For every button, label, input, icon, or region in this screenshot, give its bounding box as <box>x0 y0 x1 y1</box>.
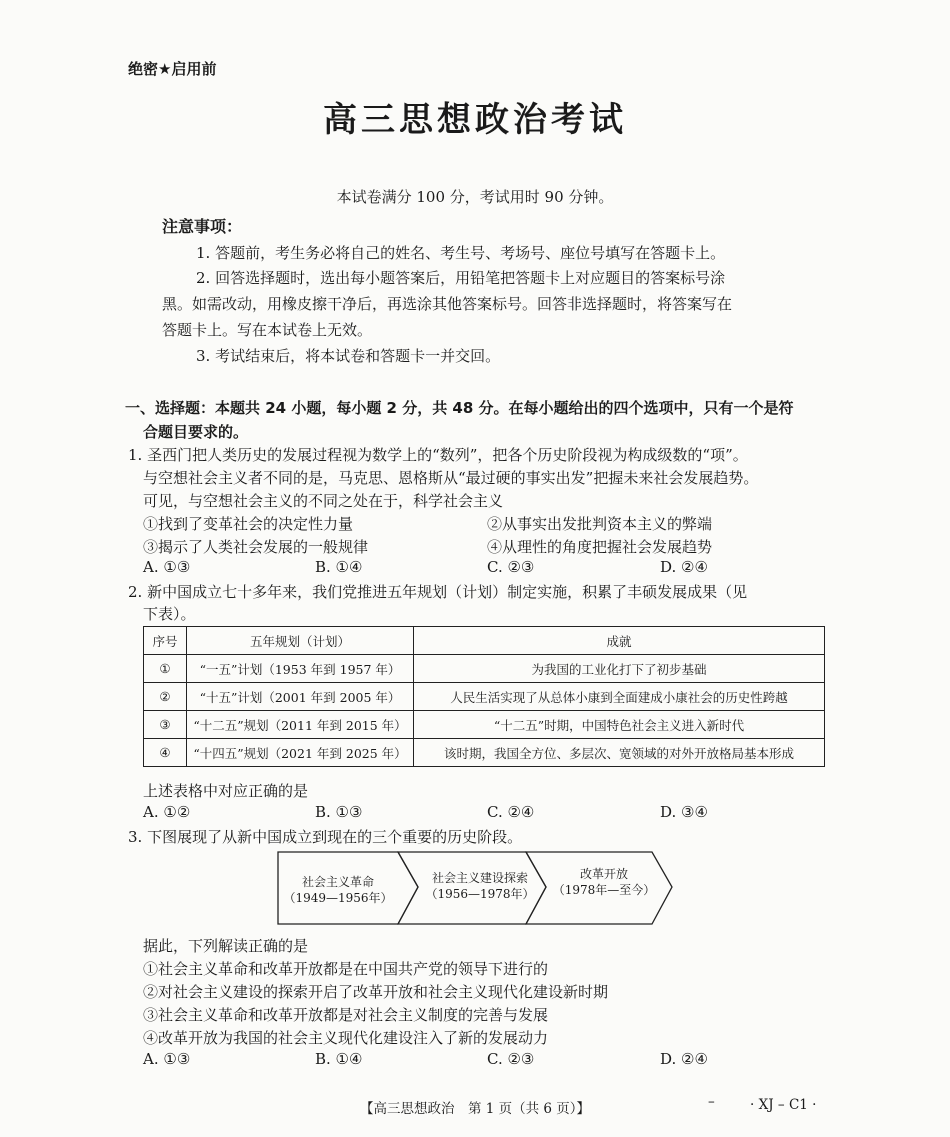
q3-option-c[interactable]: C. ②③ <box>487 1050 535 1068</box>
table-cell: 为我国的工业化打下了初步基础 <box>414 655 825 683</box>
table-cell: ④ <box>144 739 187 767</box>
table-header: 序号 <box>144 627 187 655</box>
q3-item: ②对社会主义建设的探索开启了改革开放和社会主义现代化建设新时期 <box>143 983 609 1001</box>
table-cell: ③ <box>144 711 187 739</box>
table-header: 成就 <box>414 627 825 655</box>
q2-stem-line: 2. 新中国成立七十多年来，我们党推进五年规划（计划）制定实施，积累了丰硕发展成果（见 <box>128 583 748 601</box>
stage-period: （1949—1956年） <box>283 891 393 905</box>
stage-label: 改革开放 <box>579 867 629 881</box>
q3-item: ③社会主义革命和改革开放都是对社会主义制度的完善与发展 <box>143 1006 549 1024</box>
exam-title: 高三思想政治考试 <box>323 100 627 140</box>
stage-label: 社会主义建设探索 <box>431 871 529 885</box>
q1-option-c[interactable]: C. ②③ <box>487 558 535 576</box>
table-row <box>144 655 825 683</box>
table-cell: 人民生活实现了从总体小康到全面建成小康社会的历史性跨越 <box>414 683 825 711</box>
notice-line: 答题卡上。写在本试卷上无效。 <box>162 321 373 339</box>
table-cell: “十四五”规划（2021 年到 2025 年） <box>187 739 414 767</box>
q3-question: 据此，下列解读正确的是 <box>143 937 309 955</box>
notice-line: 1. 答题前，考生务必将自己的姓名、考生号、考场号、座位号填写在答题卡上。 <box>196 244 726 262</box>
q2-option-d[interactable]: D. ③④ <box>660 803 708 821</box>
q1-stem-line: 1. 圣西门把人类历史的发展过程视为数学上的“数列”，把各个历史阶段视为构成级数的“项”。 <box>128 446 748 464</box>
table-cell: “一五”计划（1953 年到 1957 年） <box>187 655 414 683</box>
table-row <box>144 683 825 711</box>
q1-item: ②从事实出发批判资本主义的弊端 <box>487 515 713 533</box>
q2-question: 上述表格中对应正确的是 <box>143 782 309 800</box>
paper-code: · XJ – C1 · <box>750 1097 817 1113</box>
q1-stem-line: 可见，与空想社会主义的不同之处在于，科学社会主义 <box>143 492 504 510</box>
confidential-label: 绝密★启用前 <box>128 60 217 78</box>
stage-period: （1956—1978年） <box>425 887 535 901</box>
table-cell: “十二五”时期，中国特色社会主义进入新时代 <box>414 711 825 739</box>
q3-item: ①社会主义革命和改革开放都是在中国共产党的领导下进行的 <box>143 960 549 978</box>
q3-option-d[interactable]: D. ②④ <box>660 1050 708 1068</box>
notice-line: 黑。如需改动，用橡皮擦干净后，再选涂其他答案标号。回答非选择题时，将答案写在 <box>162 295 733 313</box>
table-row <box>144 711 825 739</box>
table-cell: “十五”计划（2001 年到 2005 年） <box>187 683 414 711</box>
q2-stem-line: 下表）。 <box>143 605 196 623</box>
q3-option-a[interactable]: A. ①③ <box>143 1050 191 1068</box>
table-cell: ① <box>144 655 187 683</box>
stage-period: （1978年—至今） <box>552 883 656 897</box>
section-title: 一、选择题：本题共 24 小题，每小题 2 分，共 48 分。在每小题给出的四个选项中，只有一个是符 <box>125 399 794 417</box>
q1-option-b[interactable]: B. ①④ <box>315 558 363 576</box>
q2-option-a[interactable]: A. ①② <box>143 803 191 821</box>
section-title-cont: 合题目要求的。 <box>143 423 249 441</box>
q1-stem-line: 与空想社会主义者不同的是，马克思、恩格斯从“最过硬的事实出发”把握未来社会发展趋势。 <box>143 469 759 487</box>
page-footer: 【高三思想政治 第 1 页（共 6 页）】 <box>359 1101 591 1117</box>
q1-item: ①找到了变革社会的决定性力量 <box>143 515 354 533</box>
q1-item: ③揭示了人类社会发展的一般规律 <box>143 538 369 556</box>
notice-title: 注意事项： <box>162 217 243 236</box>
q3-item: ④改革开放为我国的社会主义现代化建设注入了新的发展动力 <box>143 1029 549 1047</box>
stage-label: 社会主义革命 <box>301 875 375 889</box>
exam-subtitle: 本试卷满分 100 分，考试用时 90 分钟。 <box>336 188 614 206</box>
q1-option-d[interactable]: D. ②④ <box>660 558 708 576</box>
table-header-row <box>144 627 825 655</box>
table-row <box>144 739 825 767</box>
table-cell: ② <box>144 683 187 711</box>
q1-option-a[interactable]: A. ①③ <box>143 558 191 576</box>
q1-item: ④从理性的角度把握社会发展趋势 <box>487 538 713 556</box>
q2-option-c[interactable]: C. ②④ <box>487 803 535 821</box>
notice-line: 2. 回答选择题时，选出每小题答案后，用铅笔把答题卡上对应题目的答案标号涂 <box>196 269 726 287</box>
table-cell: 该时期，我国全方位、多层次、宽领域的对外开放格局基本形成 <box>414 739 825 767</box>
q2-option-b[interactable]: B. ①③ <box>315 803 363 821</box>
table-cell: “十二五”规划（2011 年到 2015 年） <box>187 711 414 739</box>
q3-option-b[interactable]: B. ①④ <box>315 1050 363 1068</box>
q3-stem-line: 3. 下图展现了从新中国成立到现在的三个重要的历史阶段。 <box>128 828 523 846</box>
history-stages-diagram <box>276 848 676 926</box>
five-year-plan-table <box>143 626 825 767</box>
table-header: 五年规划（计划） <box>187 627 414 655</box>
notice-line: 3. 考试结束后，将本试卷和答题卡一并交回。 <box>196 347 501 365</box>
footer-dash: – <box>708 1094 715 1110</box>
